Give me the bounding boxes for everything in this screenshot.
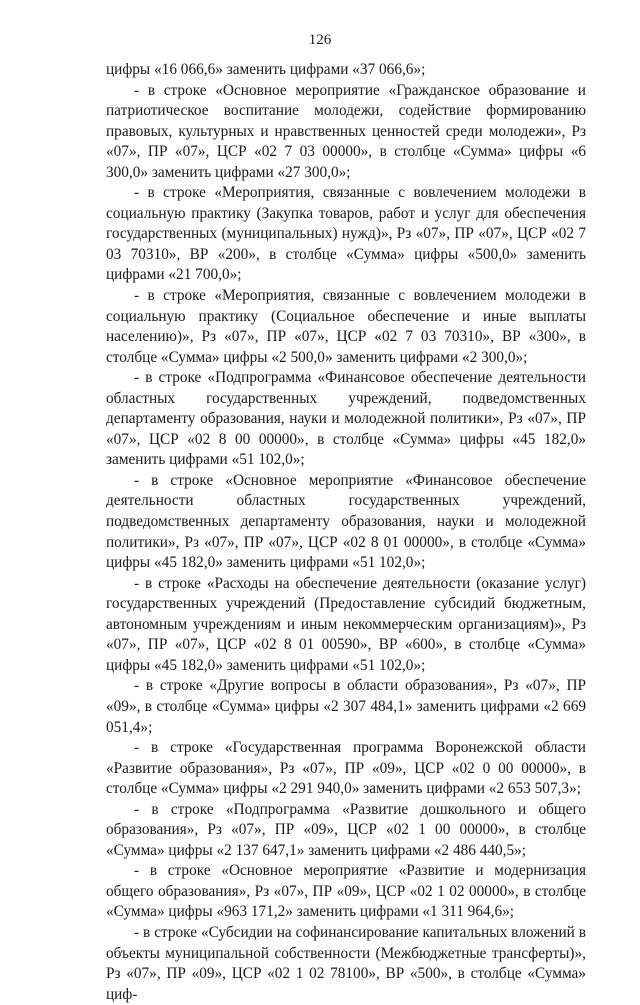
paragraph: - в строке «Мероприятия, связанные с вовлечением молодежи в социальную практику (Закупка товаров, работ и услуг для обеспечения государственных (муниципальных) нужд)», Рз «07», ПР «07», ЦСР «02 7 03 70310», ВР «200», в столбце «Сумма» цифры «500,0» заменить цифрами «21 700,0»; xyxy=(106,184,586,284)
page-number: 126 xyxy=(308,32,332,48)
paragraph-continuation: цифры «16 066,6» заменить цифрами «37 066,6»; xyxy=(106,61,426,78)
paragraph: - в строке «Основное мероприятие «Финансовое обеспечение деятельности областных государственных учреждений, подведомственных департаменту образования, науки и молодежной политики», Рз «07», ПР «07», ЦСР «02 8 01 00000», в столбце «Сумма» цифры «45 182,0» заменить цифрами «51 102,0»; xyxy=(106,471,586,572)
paragraph: - в строке «Другие вопросы в области образования», Рз «07», ПР «09», в столбце «Сумма» цифры «2 307 484,1» заменить цифрами «2 669 051,4»; xyxy=(106,677,586,736)
paragraph: - в строке «Государственная программа Воронежской области «Развитие образования», Рз «07», ПР «09», ЦСР «02 0 00 00000», в столбце «Сумма» цифры «2 291 940,0» заменить цифрами «2 653 507,3»; xyxy=(106,739,586,798)
paragraph: - в строке «Основное мероприятие «Развитие и модернизация общего образования», Рз «07», ПР «09», ЦСР «02 1 02 00000», в столбце «Сумма» цифры «963 171,2» заменить цифрами «1 311 964,6»; xyxy=(106,862,586,921)
paragraph: - в строке «Субсидии на софинансирование капитальных вложений в объекты муниципальной собственности (Межбюджетные трансферты)», Рз «07», ПР «09», ЦСР «02 1 02 78100», ВР «500», в столбце «Сумма» циф- xyxy=(106,923,586,1003)
paragraph: - в строке «Подпрограмма «Финансовое обеспечение деятельности областных государственных учреждений, подведомственных департаменту образования, науки и молодежной политики», Рз «07», ПР «07», ЦСР «02 8 00 00000», в столбце «Сумма» цифры «45 182,0» заменить цифрами «51 102,0»; xyxy=(106,369,586,469)
paragraph: - в строке «Расходы на обеспечение деятельности (оказание услуг) государственных учреждений (Предоставление субсидий бюджетным, автономным учреждениям и иным некоммерческим организациям)», Рз «07», ПР «07», ЦСР «02 8 01 00590», ВР «600», в столбце «Сумма» цифры «45 182,0» заменить цифрами «51 102,0»; xyxy=(106,574,586,674)
paragraph: - в строке «Основное мероприятие «Гражданское образование и патриотическое воспитание молодежи, содействие формированию правовых, культурных и нравственных ценностей среди молодежи», Рз «07», ПР «07», ЦСР «02 7 03 00000», в столбце «Сумма» цифры «6 300,0» заменить цифрами «27 300,0»; xyxy=(106,81,586,181)
paragraph: - в строке «Мероприятия, связанные с вовлечением молодежи в социальную практику (Социальное обеспечение и иные выплаты населению)», Рз «07», ПР «07», ЦСР «02 7 03 70310», ВР «300», в столбце «Сумма» цифры «2 500,0» заменить цифрами «2 300,0»; xyxy=(106,287,586,366)
paragraph: - в строке «Подпрограмма «Развитие дошкольного и общего образования», Рз «07», ПР «09», ЦСР «02 1 00 00000», в столбце «Сумма» цифры «2 137 647,1» заменить цифрами «2 486 440,5»; xyxy=(106,800,586,859)
document-body xyxy=(106,60,586,1005)
